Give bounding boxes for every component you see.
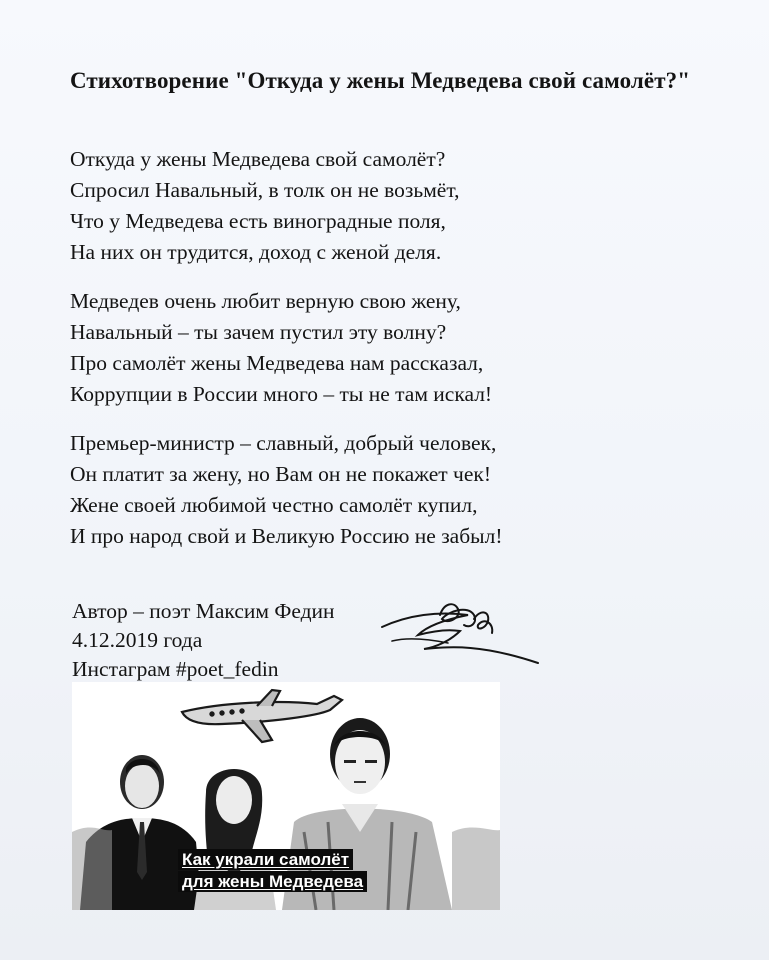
handwritten-signature <box>378 585 548 675</box>
poem-line: И про народ свой и Великую Россию не забыл! <box>70 524 503 548</box>
caption-line-1: Как украли самолёт <box>178 849 353 870</box>
poem-line: Что у Медведева есть виноградные поля, <box>70 209 446 233</box>
author-block <box>72 597 335 684</box>
poem-line: Про самолёт жены Медведева нам рассказал, <box>70 351 484 375</box>
caption-line-2: для жены Медведева <box>178 871 367 892</box>
poem-line: Он платит за жену, но Вам он не покажет чек! <box>70 462 491 486</box>
image-caption <box>178 849 367 893</box>
poem-line: Жене своей любимой честно самолёт купил, <box>70 493 478 517</box>
poem-line: Медведев очень любит верную свою жену, <box>70 289 461 313</box>
stanza-1 <box>70 144 710 268</box>
stanza-2 <box>70 286 710 410</box>
illustration-image <box>72 682 500 910</box>
poem-title: Стихотворение "Откуда у жены Медведева свой самолёт?" <box>70 68 691 93</box>
poem-line: Навальный – ты зачем пустил эту волну? <box>70 320 447 344</box>
poem-line: Коррупции в России много – ты не там искал! <box>70 382 493 406</box>
poem-line: Спросил Навальный, в толк он не возьмёт, <box>70 178 460 202</box>
instagram-line: Инстаграм #poet_fedin <box>72 657 279 681</box>
author-line: Автор – поэт Максим Федин <box>72 599 335 623</box>
poem-line: На них он трудится, доход с женой деля. <box>70 240 442 264</box>
poem-line: Премьер-министр – славный, добрый человек, <box>70 431 497 455</box>
poem-line: Откуда у жены Медведева свой самолёт? <box>70 147 446 171</box>
stanza-3 <box>70 428 710 552</box>
date-line: 4.12.2019 года <box>72 628 203 652</box>
